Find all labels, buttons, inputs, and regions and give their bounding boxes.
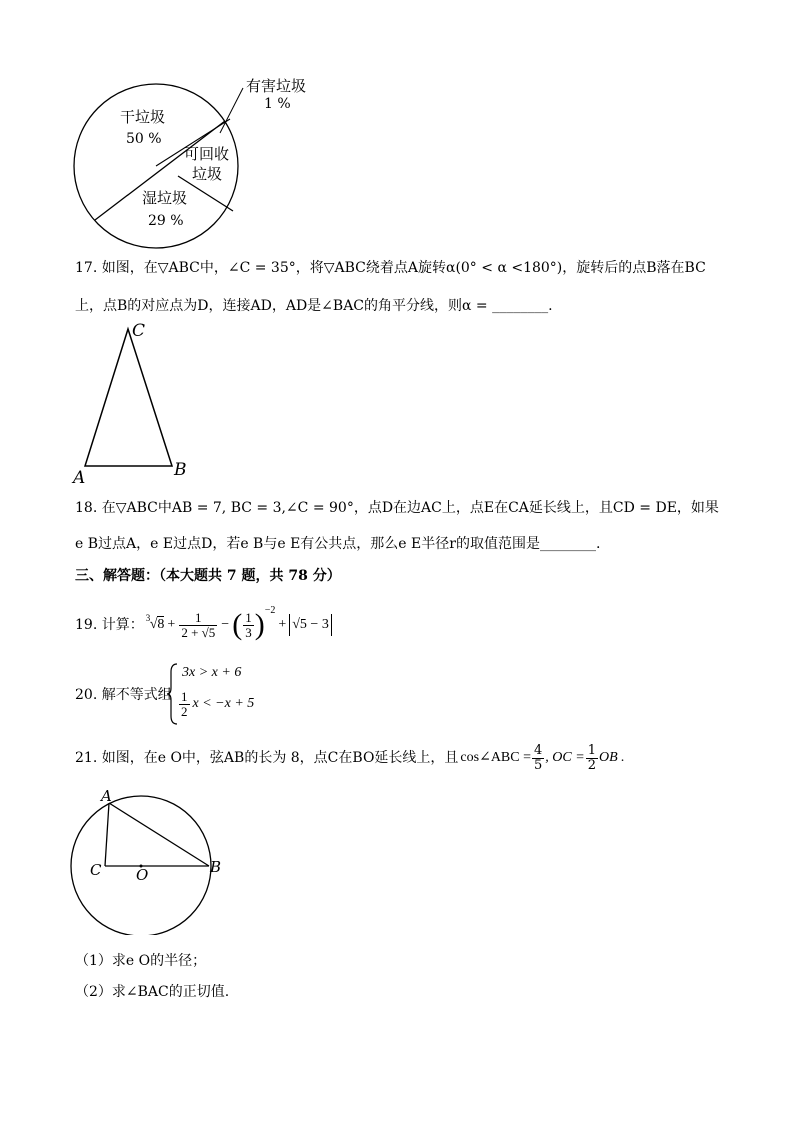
q21-cos-frac: [532, 744, 544, 772]
q21-oc-den: 2: [587, 757, 596, 773]
q21-oc-num: 1: [587, 742, 596, 758]
q19-abs: [289, 614, 332, 636]
q21-sub2: （2）求∠BAC的正切值.: [75, 984, 230, 1000]
q19-frac-num: 1: [179, 611, 217, 626]
q21-label-b: B: [210, 858, 222, 876]
q21-circle-figure: [65, 785, 235, 935]
q21-cos-label: cos∠ABC =: [460, 750, 531, 765]
q20-ineq2-den: 2: [181, 703, 188, 719]
q19-prefix: 19. 计算：: [75, 617, 144, 633]
q20-ineq2-rest: x < −x + 5: [192, 696, 255, 712]
q19-abs-expr: √5 − 3: [292, 617, 329, 632]
q19-radicand: 8: [157, 617, 165, 632]
q17-line2: 上，点B的对应点为D，连接AD，AD是∠BAC的角平分线，则α = ________.: [75, 298, 553, 314]
pie-leader-line: [220, 88, 243, 133]
pie-pct-dry: 50 %: [126, 131, 162, 147]
pie-pct-harmful: 1 %: [264, 96, 291, 112]
q19-fraction: [179, 611, 217, 639]
pie-label-harmful: 有害垃圾: [246, 77, 307, 95]
q18-line2: e B过点A，e E过点D，若e B与e E有公共点，那么e E半径r的取值范围是________.: [75, 536, 601, 552]
q21-line: [75, 740, 625, 776]
q19-paren-fraction: [243, 611, 254, 639]
q21-sub1: （1）求e O的半径；: [75, 953, 207, 969]
pie-label-recyclable-2: 垃圾: [192, 165, 223, 183]
q17-label-c: C: [132, 321, 146, 341]
q19-root-index: 3: [145, 613, 151, 623]
q19-cuberoot: 3 √8: [145, 613, 165, 632]
pie-label-recyclable-1: 可回收: [184, 145, 230, 163]
q19-paren-num: 1: [245, 609, 252, 625]
q17-triangle-figure: [68, 320, 198, 485]
q19-paren-den: 3: [245, 624, 252, 640]
q19-expression: 19. 计算： 3 √8 + $\frac{1}{2 + √5}$ − ( $\frac{1}{3}$ ) $^{-2}$ + √5 − 3: [75, 604, 332, 646]
q20-prefix: 20. 解不等式组: [75, 687, 172, 703]
section-3-title: 三、解答题：（本大题共 7 题，共 78 分）: [75, 568, 341, 584]
pie-chart-figure: [60, 66, 330, 256]
q21-oc-label: , OC =: [545, 750, 585, 765]
q20-ineq1: 3x > x + 6: [182, 665, 242, 680]
q20-ineq2-num: 1: [181, 689, 188, 704]
q17-line1: 17. 如图，在▽ABC中，∠C = 35°，将▽ABC绕着点A旋转α(0° < α <180°)，旋转后的点B落在BC: [75, 260, 706, 276]
q21-label-a: A: [101, 787, 112, 805]
q21-ob: OB .: [598, 750, 625, 765]
q17-label-a: A: [73, 468, 86, 485]
q20-ineq2-frac: [179, 690, 190, 718]
q21-label-c: C: [90, 861, 102, 879]
q21-cos-num: 4: [534, 742, 543, 758]
pie-pct-wet: 29 %: [148, 213, 184, 229]
segment-ac: [105, 803, 109, 866]
q17-label-b: B: [174, 460, 187, 480]
q19-exponent: −2: [264, 605, 276, 616]
q21-text: 21. 如图，在e O中，弦AB的长为 8，点C在BO延长线上，且: [75, 750, 459, 766]
q18-line1: 18. 在▽ABC中AB = 7, BC = 3,∠C = 90°，点D在边AC上，点E在CA延长线上，且CD = DE，如果: [75, 500, 719, 516]
q20-ineq2: [178, 690, 254, 718]
pie-label-wet: 湿垃圾: [142, 189, 188, 207]
pie-label-dry: 干垃圾: [120, 108, 166, 126]
q19-frac-den: 2 + √5: [181, 624, 216, 640]
triangle-abc: [85, 329, 172, 466]
q21-label-o: O: [136, 866, 149, 884]
q21-oc-frac: [586, 744, 598, 772]
q21-cos-den: 5: [534, 757, 543, 773]
chord-ab: [109, 803, 209, 866]
